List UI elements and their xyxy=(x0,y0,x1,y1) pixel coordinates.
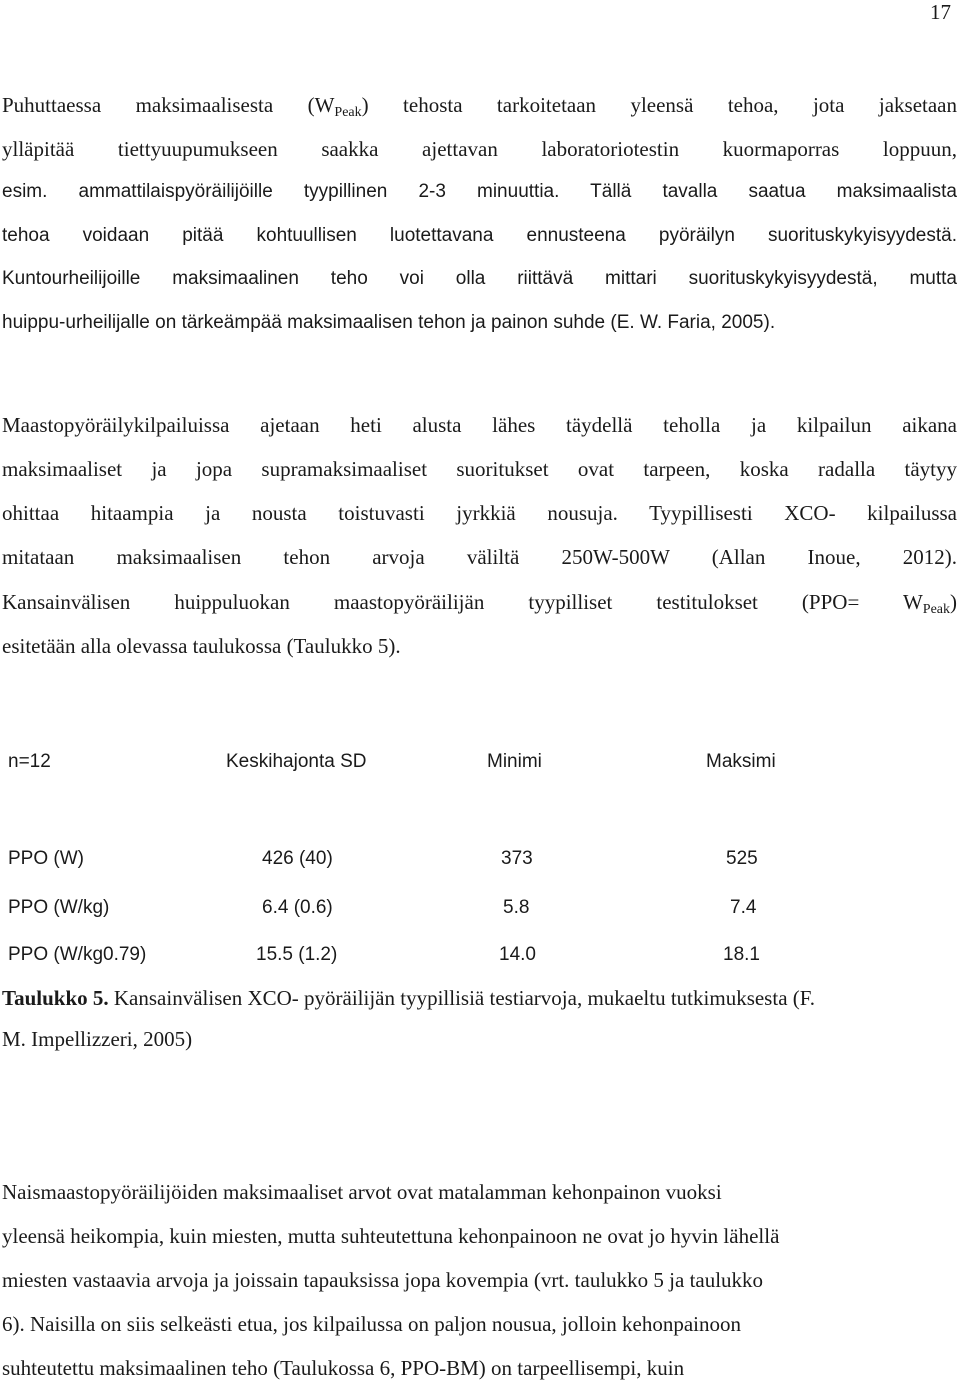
paragraph-2-line-4: mitataan maksimaalisen tehon arvoja väliltä 250W-500W (Allan Inoue, 2012). xyxy=(2,545,957,569)
table-cell-sd: 6.4 (0.6) xyxy=(262,897,333,918)
paragraph-1-line-2: ylläpitää tiettyuupumukseen saakka ajettavan laboratoriotestin kuormaporras loppuun, xyxy=(2,137,957,161)
paragraph-1-line-6: huippu-urheilijalle on tärkeämpää maksimaalisen tehon ja painon suhde (E. W. Faria, 2005). xyxy=(2,312,776,333)
paragraph-2-line-2: maksimaaliset ja jopa supramaksimaaliset suoritukset ovat tarpeen, koska radalla täytyy xyxy=(2,457,957,481)
paragraph-1-line-3: esim. ammattilaispyöräilijöille tyypillinen 2-3 minuuttia. Tällä tavalla saatua maksimaalista xyxy=(2,181,957,202)
table-caption-line-1: Taulukko 5. Kansainvälisen XCO- pyöräilijän tyypillisiä testiarvoja, mukaeltu tutkimuksesta (F. xyxy=(2,986,816,1010)
table-cell-sd: 15.5 (1.2) xyxy=(256,944,338,965)
paragraph-1-line-5: Kuntourheilijoille maksimaalinen teho voi olla riittävä mittari suorituskykyisyydestä, mutta xyxy=(2,268,957,289)
table-header-sd: Keskihajonta SD xyxy=(226,751,367,772)
paragraph-2-line-1: Maastopyöräilykilpailuissa ajetaan heti alusta lähes täydellä teholla ja kilpailun aikana xyxy=(2,413,957,437)
paragraph-3-line-1: Naismaastopyöräilijöiden maksimaaliset arvot ovat matalamman kehonpainon vuoksi xyxy=(2,1180,722,1204)
paragraph-1-line-4: tehoa voidaan pitää kohtuullisen luotettavana ennusteena pyöräilyn suorituskykyisyydestä. xyxy=(2,225,957,246)
table-cell-label: PPO (W) xyxy=(8,848,84,869)
paragraph-1-line-1: Puhuttaessa maksimaalisesta $(W_{Peak})$ tehosta tarkoitetaan yleensä tehoa, jota jaksetaan xyxy=(2,93,957,120)
paragraph-3-line-3: miesten vastaavia arvoja ja joissain tapauksissa jopa kovempia (vrt. taulukko 5 ja taulukko xyxy=(2,1268,764,1292)
table-cell-min: 14.0 xyxy=(499,944,536,965)
table-cell-max: 7.4 xyxy=(730,897,757,918)
table-cell-label: PPO (W/kg) xyxy=(8,897,110,918)
table-caption-label: Taulukko 5. xyxy=(2,986,109,1010)
paragraph-2-line-5: Kansainvälisen huippuluokan maastopyöräilijän tyypilliset testitulokset $(PPO= W_{Peak})$ xyxy=(2,590,957,617)
paragraph-3-line-5: suhteutettu maksimaalinen teho (Taulukossa 6, PPO-BM) on tarpeellisempi, kuin xyxy=(2,1356,685,1380)
table-cell-max: 18.1 xyxy=(723,944,760,965)
table-cell-sd: 426 (40) xyxy=(262,848,333,869)
paragraph-3-line-4: 6). Naisilla on siis selkeästi etua, jos kilpailussa on paljon nousua, jolloin kehonpainoon xyxy=(2,1312,741,1336)
table-cell-min: 5.8 xyxy=(503,897,530,918)
table-cell-min: 373 xyxy=(501,848,533,869)
paragraph-2-line-3: ohittaa hitaampia ja nousta toistuvasti jyrkkiä nousuja. Tyypillisesti XCO- kilpailussa xyxy=(2,501,957,525)
table-header-max: Maksimi xyxy=(706,751,776,772)
page-number: 17 xyxy=(930,0,951,24)
table-header-n: n=12 xyxy=(8,751,51,772)
table-cell-max: 525 xyxy=(726,848,758,869)
table-cell-label: PPO (W/kg0.79) xyxy=(8,944,147,965)
paragraph-2-line-6: esitetään alla olevassa taulukossa (Taulukko 5). xyxy=(2,634,401,658)
table-caption-line-2: M. Impellizzeri, 2005) xyxy=(2,1027,193,1051)
paragraph-3-line-2: yleensä heikompia, kuin miesten, mutta suhteutettuna kehonpainoon ne ovat jo hyvin lähellä xyxy=(2,1224,780,1248)
table-header-min: Minimi xyxy=(487,751,542,772)
